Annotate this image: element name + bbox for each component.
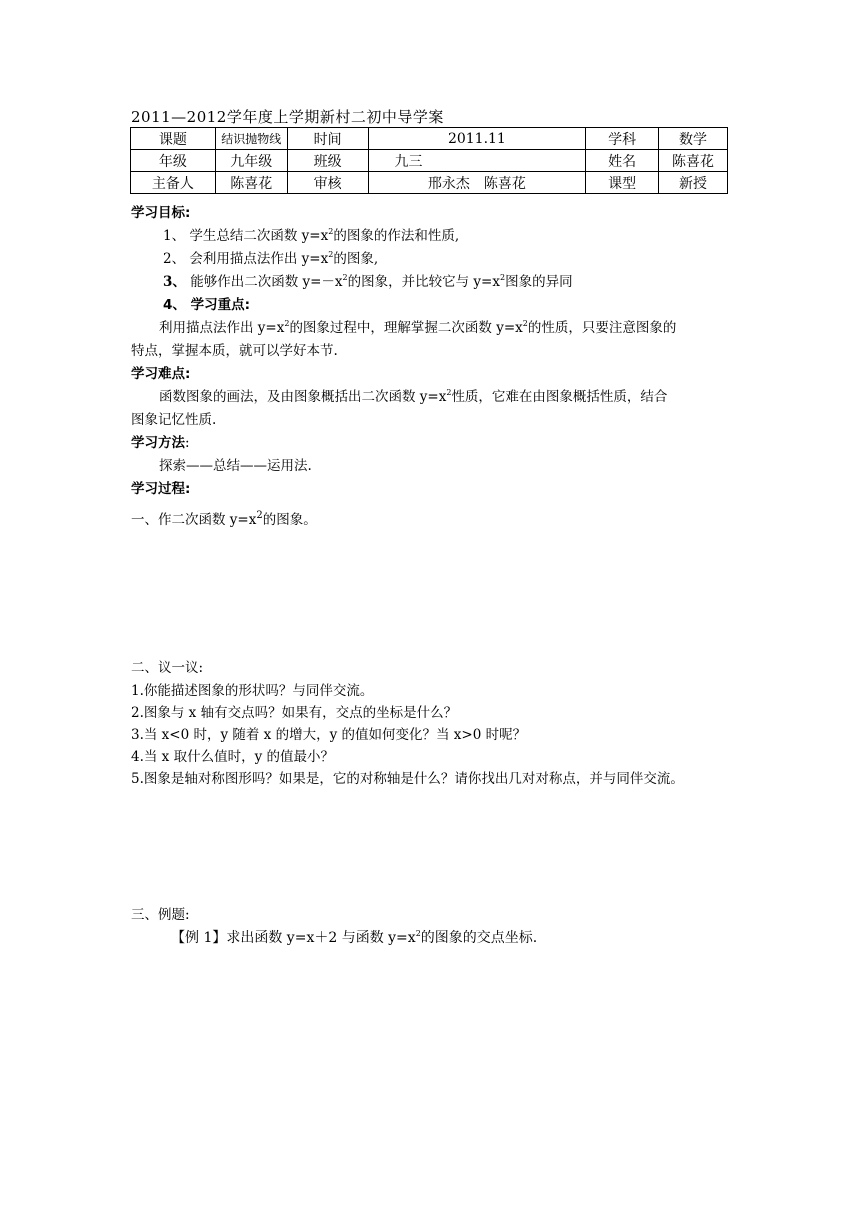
discussion-heading: 二、议一议: bbox=[131, 660, 204, 676]
superscript: 2 bbox=[284, 319, 290, 328]
text: 图象的异同 bbox=[505, 274, 573, 290]
difficulty-line-1 bbox=[159, 385, 667, 405]
table-row bbox=[131, 128, 728, 150]
objective-item-1 bbox=[163, 224, 459, 244]
superscript: 2 bbox=[499, 273, 506, 282]
text: 【例 1】求出函数 y=x＋2 与函数 y=x bbox=[171, 930, 416, 946]
text: 利用描点法作出 y=x bbox=[159, 320, 285, 336]
header-table bbox=[130, 127, 728, 194]
text: : bbox=[185, 435, 190, 451]
superscript: 2 bbox=[256, 510, 263, 521]
table-cell: 课型 bbox=[586, 172, 659, 194]
table-cell: 主备人 bbox=[131, 172, 216, 194]
discussion-question-4: 4.当 x 取什么值时，y 的值最小？ bbox=[131, 749, 334, 765]
objective-item-2 bbox=[163, 247, 378, 267]
table-row bbox=[131, 172, 728, 194]
text: 的图象, bbox=[333, 251, 379, 267]
table-cell: 九三 bbox=[368, 150, 586, 172]
objective-item-3 bbox=[163, 270, 573, 290]
objectives-heading: 学习目标: bbox=[131, 205, 191, 221]
objective-item-4: 4、 学习重点: bbox=[163, 297, 250, 313]
examples-heading: 三、例题: bbox=[131, 907, 190, 923]
table-cell: 邢永杰 陈喜花 bbox=[368, 172, 586, 194]
difficulty-line-2: 图象记忆性质. bbox=[131, 412, 217, 428]
table-cell: 时间 bbox=[287, 128, 368, 150]
process-heading: 学习过程: bbox=[131, 481, 191, 497]
table-cell: 新授 bbox=[659, 172, 728, 194]
table-cell: 课题 bbox=[131, 128, 216, 150]
table-cell: 结识抛物线 bbox=[215, 128, 287, 150]
discussion-question-2: 2.图象与 x 轴有交点吗？如果有，交点的坐标是什么？ bbox=[131, 705, 458, 721]
superscript: 2 bbox=[328, 227, 334, 236]
text: 3、 bbox=[163, 274, 186, 290]
text: 性质，它难在由图象概括性质，结合 bbox=[451, 389, 668, 405]
text: 的性质，只要注意图象的 bbox=[527, 320, 677, 336]
table-cell: 审核 bbox=[287, 172, 368, 194]
difficulty-heading: 学习难点: bbox=[131, 366, 191, 382]
table-cell: 数学 bbox=[659, 128, 728, 150]
discussion-question-3: 3.当 x<0 时，y 随着 x 的增大，y 的值如何变化？当 x>0 时呢？ bbox=[131, 727, 527, 743]
superscript: 2 bbox=[446, 388, 452, 397]
discussion-question-5: 5.图象是轴对称图形吗？如果是，它的对称轴是什么？请你找出几对对称点，并与同伴交流。 bbox=[131, 771, 684, 787]
text: 的图象。 bbox=[262, 512, 317, 528]
text: 1、 学生总结二次函数 y=x bbox=[163, 228, 329, 244]
text: 学习方法 bbox=[131, 435, 185, 451]
table-cell: 学科 bbox=[586, 128, 659, 150]
table-cell: 年级 bbox=[131, 150, 216, 172]
text: 的图象的交点坐标. bbox=[420, 930, 538, 946]
page-title: 2011—2012学年度上学期新村二初中导学案 bbox=[131, 108, 444, 126]
text: 能够作出二次函数 y=－x bbox=[185, 274, 343, 290]
method-heading bbox=[131, 431, 190, 451]
text: 的图象的作法和性质, bbox=[333, 228, 460, 244]
text: 一、作二次函数 y=x bbox=[131, 512, 257, 528]
text: 函数图象的画法，及由图象概括出二次函数 y=x bbox=[159, 389, 447, 405]
superscript: 2 bbox=[415, 929, 421, 938]
process-part-1 bbox=[131, 508, 317, 528]
table-cell: 2011.11 bbox=[368, 128, 586, 150]
focus-line-1 bbox=[159, 316, 676, 336]
superscript: 2 bbox=[328, 250, 334, 259]
text: 的图象过程中，理解掌握二次函数 y=x bbox=[289, 320, 523, 336]
table-cell: 九年级 bbox=[215, 150, 287, 172]
discussion-question-1: 1.你能描述图象的形状吗？与同伴交流。 bbox=[131, 683, 374, 699]
table-row bbox=[131, 150, 728, 172]
table-cell: 班级 bbox=[287, 150, 368, 172]
method-text: 探索——总结——运用法. bbox=[159, 458, 312, 474]
text: 2、 会利用描点法作出 y=x bbox=[163, 251, 329, 267]
text: 的图象，并比较它与 y=x bbox=[347, 274, 500, 290]
superscript: 2 bbox=[522, 319, 528, 328]
table-cell: 姓名 bbox=[586, 150, 659, 172]
example-1 bbox=[171, 927, 537, 947]
table-cell: 陈喜花 bbox=[215, 172, 287, 194]
superscript: 2 bbox=[342, 273, 348, 282]
focus-line-2: 特点，掌握本质，就可以学好本节. bbox=[131, 343, 338, 359]
table-cell: 陈喜花 bbox=[659, 150, 728, 172]
